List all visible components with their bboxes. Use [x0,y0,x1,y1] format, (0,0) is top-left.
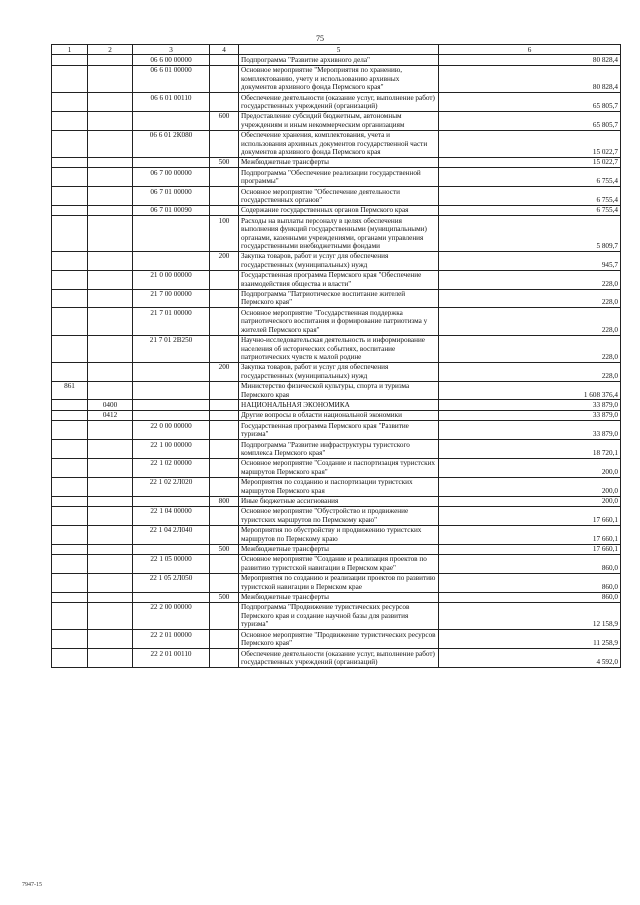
expense-type-cell [210,187,239,206]
table-row [52,602,621,629]
table-row [52,440,621,459]
amount-cell: 65 805,7 [439,111,621,130]
ministry-code-cell [52,168,88,187]
footer-mark: 7947-15 [22,882,42,888]
ministry-code-cell [52,335,88,362]
amount-cell: 860,0 [439,592,621,602]
table-row [52,130,621,157]
ministry-code-cell [52,602,88,629]
column-header: 6 [439,45,621,55]
amount-cell: 17 660,1 [439,506,621,525]
target-item-cell [133,111,210,130]
budget-table [51,44,621,668]
section-code-cell [88,111,133,130]
section-code-cell [88,55,133,65]
target-item-cell: 22 2 00 00000 [133,602,210,629]
target-item-cell: 06 6 01 2К080 [133,130,210,157]
description-cell: Мероприятия по созданию и реализации проектов по развитию туристской навигации в Пермском крае [239,573,439,592]
description-cell: Основное мероприятие "Мероприятия по хранению, комплектованию, учету и использованию архивных документов архивного фонда Пермского края" [239,65,439,92]
description-cell: Содержание государственных органов Пермского края [239,205,439,215]
section-code-cell [88,477,133,496]
target-item-cell [133,381,210,400]
section-code-cell: 0412 [88,410,133,420]
table-row [52,335,621,362]
section-code-cell: 0400 [88,400,133,410]
amount-cell: 65 805,7 [439,93,621,112]
target-item-cell: 22 2 01 00000 [133,630,210,649]
ministry-code-cell: 861 [52,381,88,400]
amount-cell: 4 592,0 [439,649,621,668]
ministry-code-cell [52,649,88,668]
section-code-cell [88,157,133,167]
amount-cell: 860,0 [439,554,621,573]
ministry-code-cell [52,506,88,525]
target-item-cell [133,216,210,252]
target-item-cell: 21 7 01 00000 [133,308,210,335]
table-row [52,496,621,506]
column-header: 1 [52,45,88,55]
table-row [52,111,621,130]
section-code-cell [88,458,133,477]
description-cell: Основное мероприятие "Создание и паспортизация туристских маршрутов Пермского края" [239,458,439,477]
table-row [52,362,621,381]
ministry-code-cell [52,111,88,130]
expense-type-cell [210,130,239,157]
section-code-cell [88,205,133,215]
expense-type-cell [210,400,239,410]
description-cell: Подпрограмма "Развитие инфраструктуры туристского комплекса Пермского края" [239,440,439,459]
section-code-cell [88,440,133,459]
amount-cell: 228,0 [439,270,621,289]
description-cell: Основное мероприятие "Продвижение туристических ресурсов Пермского края" [239,630,439,649]
expense-type-cell [210,477,239,496]
description-cell: Основное мероприятие "Государственная поддержка патриотического воспитания и формирование патриотизма у жителей Пермского края" [239,308,439,335]
target-item-cell: 06 6 01 00110 [133,93,210,112]
target-item-cell: 21 7 00 00000 [133,289,210,308]
description-cell: Государственная программа Пермского края "Обеспечение взаимодействия общества и власти" [239,270,439,289]
ministry-code-cell [52,410,88,420]
table-row [52,544,621,554]
target-item-cell [133,544,210,554]
description-cell: Подпрограмма "Продвижение туристических ресурсов Пермского края и создание научной базы для развития туризма" [239,602,439,629]
table-row [52,525,621,544]
description-cell: Министерство физической культуры, спорта и туризма Пермского края [239,381,439,400]
expense-type-cell [210,573,239,592]
table-row [52,251,621,270]
amount-cell: 5 809,7 [439,216,621,252]
target-item-cell: 22 2 01 00110 [133,649,210,668]
target-item-cell: 22 0 00 00000 [133,421,210,440]
expense-type-cell [210,381,239,400]
section-code-cell [88,649,133,668]
description-cell: Мероприятия по обустройству и продвижению туристских маршрутов по Пермскому краю [239,525,439,544]
target-item-cell: 06 7 00 00000 [133,168,210,187]
section-code-cell [88,381,133,400]
expense-type-cell: 100 [210,216,239,252]
description-cell: Подпрограмма "Обеспечение реализации государственной программы" [239,168,439,187]
amount-cell: 860,0 [439,573,621,592]
description-cell: Закупка товаров, работ и услуг для обеспечения государственных (муниципальных) нужд [239,251,439,270]
section-code-cell [88,554,133,573]
section-code-cell [88,421,133,440]
table-body [52,55,621,667]
description-cell: Обеспечение деятельности (оказание услуг, выполнение работ) государственных учреждений (организаций) [239,649,439,668]
target-item-cell: 06 6 01 00000 [133,65,210,92]
expense-type-cell [210,308,239,335]
section-code-cell [88,65,133,92]
column-header: 2 [88,45,133,55]
table-row [52,216,621,252]
amount-cell: 18 720,1 [439,440,621,459]
section-code-cell [88,270,133,289]
section-code-cell [88,93,133,112]
description-cell: Основное мероприятие "Обеспечение деятельности государственных органов" [239,187,439,206]
description-cell: Мероприятия по созданию и паспортизации туристских маршрутов Пермского края [239,477,439,496]
ministry-code-cell [52,458,88,477]
ministry-code-cell [52,205,88,215]
amount-cell: 6 755,4 [439,205,621,215]
page-number: 75 [316,34,324,43]
target-item-cell: 06 7 01 00000 [133,187,210,206]
amount-cell: 200,0 [439,477,621,496]
section-code-cell [88,525,133,544]
description-cell: Закупка товаров, работ и услуг для обеспечения государственных (муниципальных) нужд [239,362,439,381]
expense-type-cell [210,458,239,477]
table-row [52,308,621,335]
table-row [52,592,621,602]
table-row [52,289,621,308]
expense-type-cell [210,630,239,649]
expense-type-cell [210,335,239,362]
section-code-cell [88,251,133,270]
table-row [52,168,621,187]
amount-cell: 228,0 [439,335,621,362]
section-code-cell [88,187,133,206]
section-code-cell [88,544,133,554]
table-row [52,506,621,525]
expense-type-cell: 500 [210,592,239,602]
description-cell: Предоставление субсидий бюджетным, автономным учреждениям и иным некоммерческим организациям [239,111,439,130]
section-code-cell [88,496,133,506]
target-item-cell: 22 1 02 2Л020 [133,477,210,496]
section-code-cell [88,216,133,252]
section-code-cell [88,592,133,602]
table-row [52,573,621,592]
expense-type-cell: 200 [210,251,239,270]
column-header: 5 [239,45,439,55]
amount-cell: 1 608 376,4 [439,381,621,400]
expense-type-cell [210,168,239,187]
table-row [52,477,621,496]
expense-type-cell: 500 [210,544,239,554]
section-code-cell [88,630,133,649]
expense-type-cell: 500 [210,157,239,167]
amount-cell: 12 158,9 [439,602,621,629]
ministry-code-cell [52,400,88,410]
section-code-cell [88,362,133,381]
description-cell: Основное мероприятие "Обустройство и продвижение туристских маршрутов по Пермскому краю" [239,506,439,525]
ministry-code-cell [52,477,88,496]
section-code-cell [88,289,133,308]
description-cell: НАЦИОНАЛЬНАЯ ЭКОНОМИКА [239,400,439,410]
target-item-cell [133,362,210,381]
amount-cell: 228,0 [439,362,621,381]
table-row [52,410,621,420]
table-row [52,55,621,65]
expense-type-cell [210,65,239,92]
table-row [52,270,621,289]
target-item-cell: 22 1 04 00000 [133,506,210,525]
section-code-cell [88,168,133,187]
section-code-cell [88,573,133,592]
table-row [52,157,621,167]
target-item-cell: 22 1 04 2Л040 [133,525,210,544]
expense-type-cell [210,554,239,573]
description-cell: Иные бюджетные ассигнования [239,496,439,506]
ministry-code-cell [52,130,88,157]
expense-type-cell [210,93,239,112]
ministry-code-cell [52,496,88,506]
target-item-cell: 21 7 01 2В250 [133,335,210,362]
table-row [52,65,621,92]
ministry-code-cell [52,421,88,440]
ministry-code-cell [52,270,88,289]
target-item-cell [133,400,210,410]
description-cell: Подпрограмма "Патриотическое воспитание жителей Пермского края" [239,289,439,308]
amount-cell: 15 022,7 [439,130,621,157]
expense-type-cell [210,602,239,629]
amount-cell: 33 879,0 [439,421,621,440]
table-row [52,381,621,400]
description-cell: Государственная программа Пермского края "Развитие туризма" [239,421,439,440]
target-item-cell: 22 1 05 00000 [133,554,210,573]
amount-cell: 33 879,0 [439,410,621,420]
ministry-code-cell [52,573,88,592]
amount-cell: 200,0 [439,458,621,477]
description-cell: Межбюджетные трансферты [239,157,439,167]
ministry-code-cell [52,308,88,335]
target-item-cell [133,410,210,420]
description-cell: Другие вопросы в области национальной экономики [239,410,439,420]
amount-cell: 33 879,0 [439,400,621,410]
ministry-code-cell [52,554,88,573]
expense-type-cell [210,289,239,308]
ministry-code-cell [52,289,88,308]
ministry-code-cell [52,544,88,554]
column-header: 3 [133,45,210,55]
description-cell: Основное мероприятие "Создание и реализация проектов по развитию туристской навигации в Пермском крае" [239,554,439,573]
target-item-cell [133,251,210,270]
table-row [52,421,621,440]
expense-type-cell [210,410,239,420]
target-item-cell [133,592,210,602]
expense-type-cell: 600 [210,111,239,130]
expense-type-cell [210,525,239,544]
ministry-code-cell [52,157,88,167]
amount-cell: 6 755,4 [439,187,621,206]
description-cell: Межбюджетные трансферты [239,592,439,602]
table-row [52,458,621,477]
table-row [52,554,621,573]
target-item-cell [133,496,210,506]
target-item-cell: 22 1 00 00000 [133,440,210,459]
section-code-cell [88,308,133,335]
description-cell: Обеспечение деятельности (оказание услуг, выполнение работ) государственных учреждений (организаций) [239,93,439,112]
ministry-code-cell [52,55,88,65]
expense-type-cell [210,205,239,215]
amount-cell: 200,0 [439,496,621,506]
amount-cell: 11 258,9 [439,630,621,649]
ministry-code-cell [52,93,88,112]
table-row [52,187,621,206]
table-row [52,630,621,649]
section-code-cell [88,130,133,157]
expense-type-cell: 200 [210,362,239,381]
table-row [52,205,621,215]
description-cell: Научно-исследовательская деятельность и информирование населения об исторических событиях, воспитание патриотических чувств к малой родине [239,335,439,362]
column-header: 4 [210,45,239,55]
amount-cell: 17 660,1 [439,544,621,554]
ministry-code-cell [52,251,88,270]
target-item-cell: 06 7 01 00090 [133,205,210,215]
description-cell: Обеспечение хранения, комплектования, учета и использования архивных документов государственной части документов архивного фонда Пермского края [239,130,439,157]
ministry-code-cell [52,362,88,381]
table-header-row [52,45,621,55]
target-item-cell: 22 1 05 2Л050 [133,573,210,592]
amount-cell: 945,7 [439,251,621,270]
ministry-code-cell [52,187,88,206]
table-row [52,400,621,410]
amount-cell: 228,0 [439,289,621,308]
section-code-cell [88,506,133,525]
table-row [52,649,621,668]
section-code-cell [88,335,133,362]
expense-type-cell: 800 [210,496,239,506]
target-item-cell: 22 1 02 00000 [133,458,210,477]
amount-cell: 80 828,4 [439,65,621,92]
ministry-code-cell [52,216,88,252]
ministry-code-cell [52,65,88,92]
target-item-cell: 06 6 00 00000 [133,55,210,65]
target-item-cell [133,157,210,167]
section-code-cell [88,602,133,629]
expense-type-cell [210,440,239,459]
expense-type-cell [210,270,239,289]
description-cell: Межбюджетные трансферты [239,544,439,554]
target-item-cell: 21 0 00 00000 [133,270,210,289]
expense-type-cell [210,649,239,668]
ministry-code-cell [52,630,88,649]
ministry-code-cell [52,525,88,544]
expense-type-cell [210,55,239,65]
expense-type-cell [210,506,239,525]
amount-cell: 228,0 [439,308,621,335]
amount-cell: 17 660,1 [439,525,621,544]
table-row [52,93,621,112]
description-cell: Подпрограмма "Развитие архивного дела" [239,55,439,65]
amount-cell: 15 022,7 [439,157,621,167]
description-cell: Расходы на выплаты персоналу в целях обеспечения выполнения функций государственными (муниципальными) органами, казенными учреждениями, органами управления государственными внебюджетными фондами [239,216,439,252]
amount-cell: 80 828,4 [439,55,621,65]
ministry-code-cell [52,592,88,602]
expense-type-cell [210,421,239,440]
amount-cell: 6 755,4 [439,168,621,187]
ministry-code-cell [52,440,88,459]
